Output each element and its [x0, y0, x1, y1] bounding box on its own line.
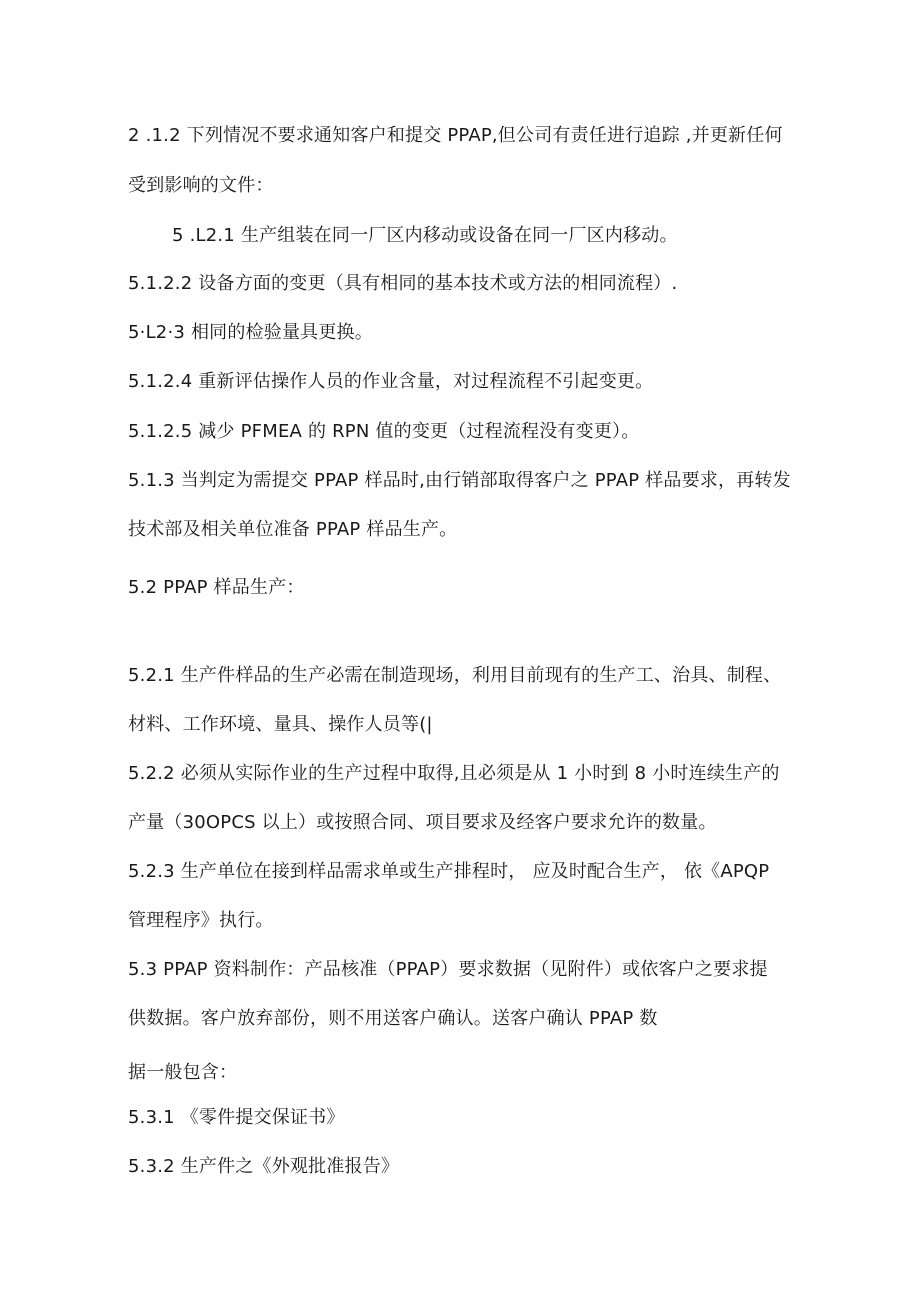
text-line-5-1-2-2: 5.1.2.2 设备方面的变更（具有相同的基本技术或方法的相同流程）. — [128, 273, 678, 294]
text-line-5-2-1-cont: 材料、工作环境、量具、操作人员等(| — [128, 714, 433, 735]
text-line-5-2-3: 5.2.3 生产单位在接到样品需求单或生产排程时， 应及时配合生产， 依《APQP — [128, 861, 770, 882]
text-line-5-3: 5.3 PPAP 资料制作：产品核准（PPAP）要求数据（见附件）或依客户之要求提 — [128, 959, 768, 980]
text-line-5-1-2-5: 5.1.2.5 减少 PFMEA 的 RPN 值的变更（过程流程没有变更）。 — [128, 421, 640, 442]
text-line-5-1-2-4: 5.1.2.4 重新评估操作人员的作业含量，对过程流程不引起变更。 — [128, 371, 654, 392]
text-line-5-1-3-cont: 技术部及相关单位准备 PPAP 样品生产。 — [128, 519, 458, 540]
text-line-5-3-cont: 供数据。客户放弃部份，则不用送客户确认。送客户确认 PPAP 数 — [128, 1008, 658, 1029]
text-line-5-2-3-cont: 管理程序》执行。 — [128, 910, 274, 931]
text-line-5-3-cont2: 据一般包含： — [128, 1062, 238, 1083]
text-line-5-2-1: 5.2.1 生产件样品的生产必需在制造现场，利用目前现有的生产工、治具、制程、 — [128, 665, 782, 686]
text-line-5-3-1: 5.3.1 《零件提交保证书》 — [128, 1107, 345, 1128]
text-line-5-1-3: 5.1.3 当判定为需提交 PPAP 样品时,由行销部取得客户之 PPAP 样品要求，再转发 — [128, 470, 791, 491]
text-line-5-1-2-1: 5 .L2.1 生产组装在同一厂区内移动或设备在同一厂区内移动。 — [172, 225, 678, 246]
text-line-5-2-2: 5.2.2 必须从实际作业的生产过程中取得,且必须是从 1 小时到 8 小时连续生产的 — [128, 763, 780, 784]
section-heading-5-2: 5.2 PPAP 样品生产： — [128, 577, 305, 598]
text-line-5-3-2: 5.3.2 生产件之《外观批准报告》 — [128, 1156, 400, 1177]
text-line-5-2-2-cont: 产量（30OPCS 以上）或按照合同、项目要求及经客户要求允许的数量。 — [128, 812, 717, 833]
text-line-5-1-2-cont: 受到影响的文件： — [128, 175, 274, 196]
text-line-5-1-2: 2 .1.2 下列情况不要求通知客户和提交 PPAP,但公司有责任进行追踪 ,并更新任何 — [128, 125, 783, 146]
text-line-5-1-2-3: 5·L2·3 相同的检验量具更换。 — [128, 322, 373, 343]
